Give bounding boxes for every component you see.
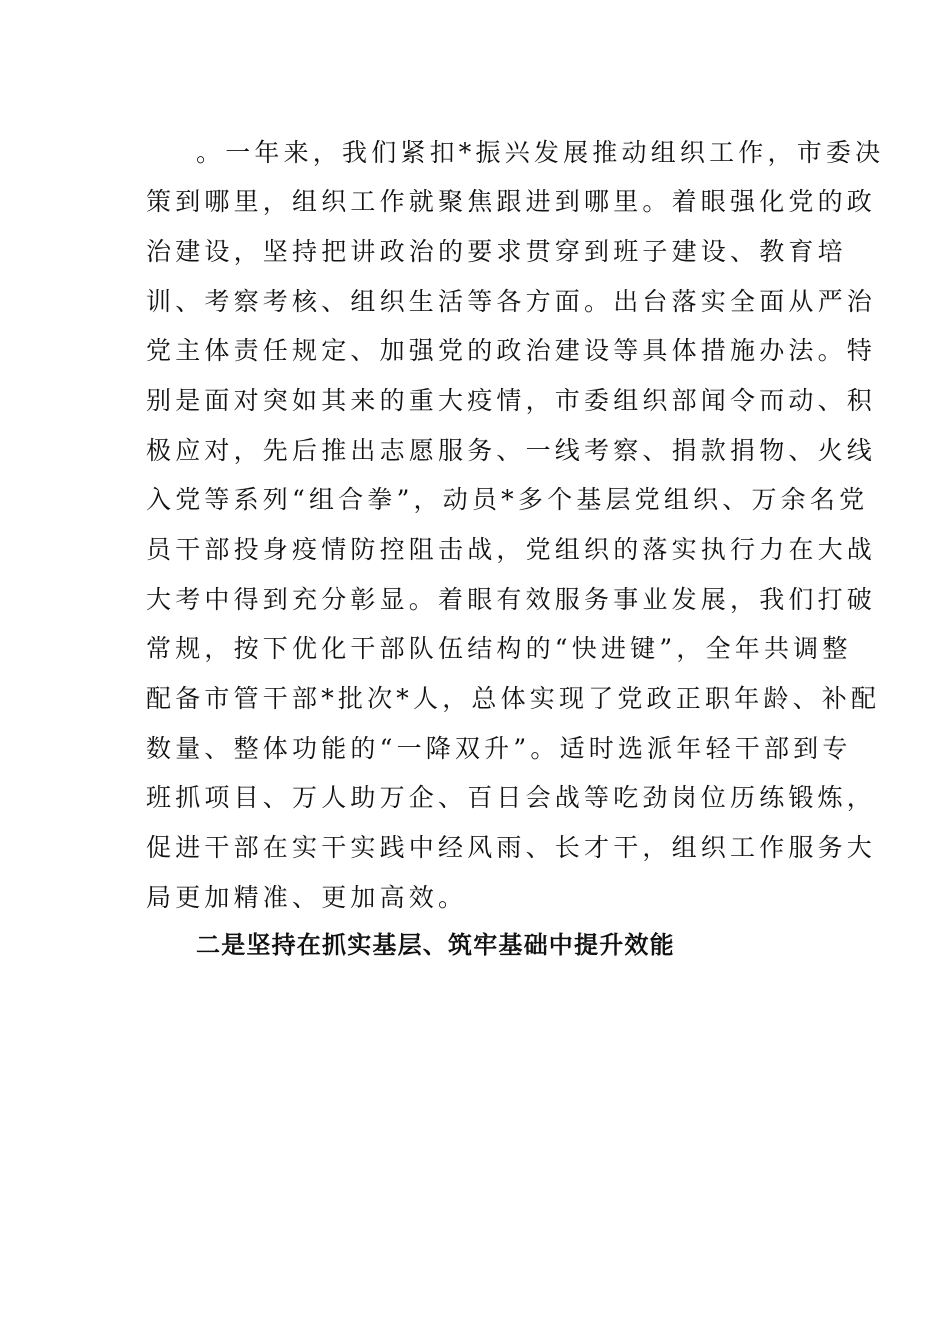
paragraph-line: 党主体责任规定、加强党的政治建设等具体措施办法。特	[146, 336, 877, 365]
paragraph-line: 治建设，坚持把讲政治的要求贯穿到班子建设、教育培	[146, 237, 847, 266]
paragraph-line: 入党等系列“组合拳”，动员*多个基层党组织、万余名党	[146, 485, 869, 514]
paragraph-line: 数量、整体功能的“一降双升”。适时选派年轻干部到专	[146, 734, 852, 763]
paragraph-line-last: 局更加精准、更加高效。	[146, 883, 468, 912]
paragraph-line: 班抓项目、万人助万企、百日会战等吃劲岗位历练锻炼，	[146, 783, 877, 812]
paragraph-line: 员干部投身疫情防控阻击战，党组织的落实执行力在大战	[146, 535, 877, 564]
paragraph-line: 常规，按下优化干部队伍结构的“快进键”，全年共调整	[146, 634, 852, 663]
paragraph-line: 配备市管干部*批次*人，总体实现了党政正职年龄、补配	[146, 684, 881, 713]
paragraph-line: 大考中得到充分彰显。着眼有效服务事业发展，我们打破	[146, 585, 877, 614]
section-heading: 二是坚持在抓实基层、筑牢基础中提升效能	[196, 931, 675, 959]
paragraph-line: 极应对，先后推出志愿服务、一线考察、捐款捐物、火线	[146, 436, 877, 465]
paragraph-line: 。一年来，我们紧扣*振兴发展推动组织工作，市委决	[196, 138, 885, 167]
paragraph-line: 策到哪里，组织工作就聚焦跟进到哪里。着眼强化党的政	[146, 187, 877, 216]
paragraph-line: 促进干部在实干实践中经风雨、长才干，组织工作服务大	[146, 833, 877, 862]
paragraph-line: 训、考察考核、组织生活等各方面。出台落实全面从严治	[146, 287, 877, 316]
paragraph-line: 别是面对突如其来的重大疫情，市委组织部闻令而动、积	[146, 386, 877, 415]
